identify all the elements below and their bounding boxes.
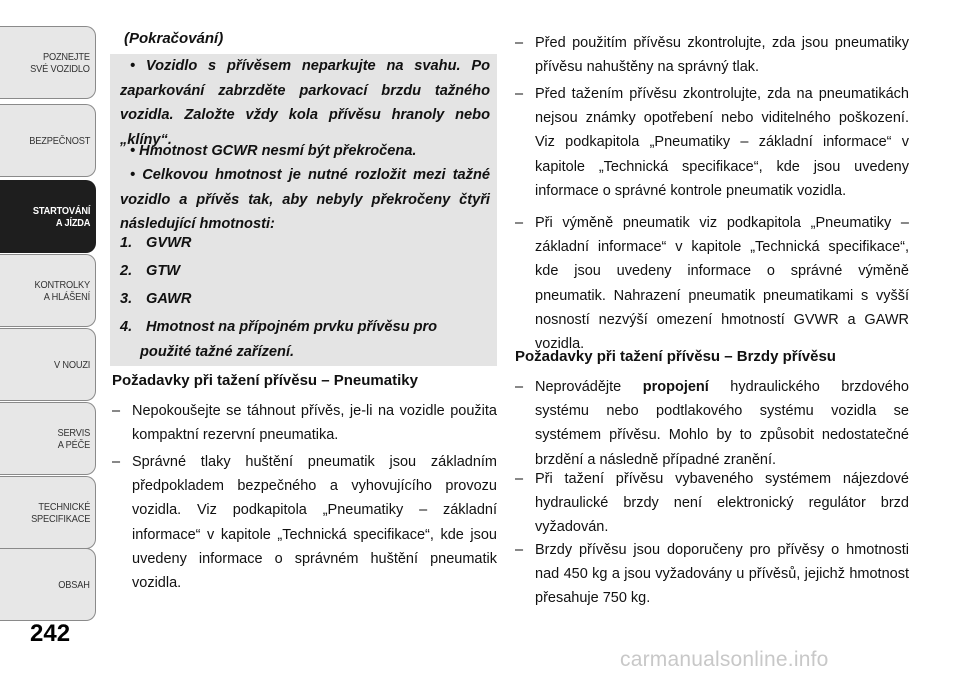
tab-label: SERVIS A PÉČE bbox=[57, 426, 90, 451]
warning-bullet-weight-distribution: • Celkovou hmotnost je nutné rozložit mezi tažné vozidlo a přívěs tak, aby nebyly překročeny čtyři následující hmotnosti: bbox=[120, 167, 490, 232]
tab-label: POZNEJTE SVÉ VOZIDLO bbox=[30, 50, 90, 75]
list-item: – Před použitím přívěsu zkontrolujte, zda jsou pneumatiky přívěsu nahuštěny na správný tlak. bbox=[515, 35, 909, 76]
list-item: – Před tažením přívěsu zkontrolujte, zda na pneumatikách nejsou známky opotřebení nebo viditelného poškození. Viz podkapitola „Pneumatiky – základní informace“ v kapitole „Technická specifikace“, kde jsou uvedeny informace o správné kontrole pneumatik vozidla. bbox=[515, 86, 909, 199]
tab-know-your-vehicle[interactable] bbox=[0, 26, 96, 99]
list-item: – Při výměně pneumatik viz podkapitola „Pneumatiky – základní informace“ v kapitole „Technická specifikace“, kde jsou uvedeny informace o správné výměně pneumatik. Nahrazení pneumatik pneumatikami s vyšší nosností nezvýší omezení hmotností GVWR a GAWR vozidla. bbox=[515, 215, 909, 353]
tab-safety[interactable] bbox=[0, 104, 96, 177]
warning-bullet-gcwr: • Hmotnost GCWR nesmí být překročena. bbox=[130, 143, 417, 159]
list-item: – Neprovádějte propojení hydraulického brzdového systému nebo podtlakového systému vozidla se systémem přívěsu. Mohlo by to způsobit nedostatečné brzdění a následně případné zranění. bbox=[515, 379, 909, 468]
tab-label: STARTOVÁNÍ A JÍZDA bbox=[32, 204, 90, 229]
list-item: – Při tažení přívěsu vybaveného systémem nájezdové hydraulické brzdy není elektronický regulátor brzd vyžadován. bbox=[515, 471, 909, 536]
list-item: – Brzdy přívěsu jsou doporučeny pro přívěsy o hmotnosti nad 450 kg a jsou vyžadovány u přívěsů, jejichž hmotnost přesahuje 750 kg. bbox=[515, 542, 909, 607]
tab-warning-lights[interactable] bbox=[0, 254, 96, 327]
section-heading-brakes: Požadavky při tažení přívěsu – Brzdy přívěsu bbox=[515, 348, 836, 365]
tab-starting-and-driving[interactable] bbox=[0, 180, 96, 253]
tab-technical-specifications[interactable] bbox=[0, 476, 96, 549]
warning-bullet-parking: • Vozidlo s přívěsem neparkujte na svahu. Po zaparkování zabrzděte parkovací brzdu tažného vozidla. Založte vždy kola přívěsu hranoly nebo „klíny“. bbox=[120, 58, 490, 148]
tab-contents[interactable] bbox=[0, 548, 96, 621]
tab-label: KONTROLKY A HLÁŠENÍ bbox=[34, 278, 90, 303]
list-item: 4. Hmotnost na přípojném prvku přívěsu pro použité tažné zařízení. bbox=[120, 319, 438, 360]
section-heading-tires: Požadavky při tažení přívěsu – Pneumatiky bbox=[112, 372, 418, 389]
tab-label: BEZPEČNOST bbox=[29, 134, 90, 147]
list-item: 2. GTW bbox=[120, 263, 181, 279]
list-item: – Nepokoušejte se táhnout přívěs, je-li na vozidle použita kompaktní rezervní pneumatika. bbox=[112, 403, 497, 444]
chapter-tabs bbox=[0, 0, 97, 678]
page-number: 242 bbox=[30, 620, 71, 647]
tab-label: V NOUZI bbox=[53, 358, 90, 371]
list-item: – Správné tlaky huštění pneumatik jsou základním předpokladem bezpečného a vyhovujícího provozu vozidla. Viz podkapitola „Pneumatiky – základní informace“ v kapitole „Technická specifikace“, kde jsou uvedeny informace o správném huštění pneumatik vozidla. bbox=[112, 454, 497, 592]
continued-label: (Pokračování) bbox=[124, 30, 224, 47]
tab-label: OBSAH bbox=[58, 578, 90, 591]
tab-emergency[interactable] bbox=[0, 328, 96, 401]
watermark: carmanualsonline.info bbox=[620, 648, 829, 671]
list-item: 1. GVWR bbox=[120, 235, 192, 251]
tab-label: TECHNICKÉ SPECIFIKACE bbox=[30, 500, 90, 525]
tab-service-and-care[interactable] bbox=[0, 402, 96, 475]
bold-term: propojení bbox=[642, 379, 709, 395]
list-item: 3. GAWR bbox=[120, 291, 192, 307]
